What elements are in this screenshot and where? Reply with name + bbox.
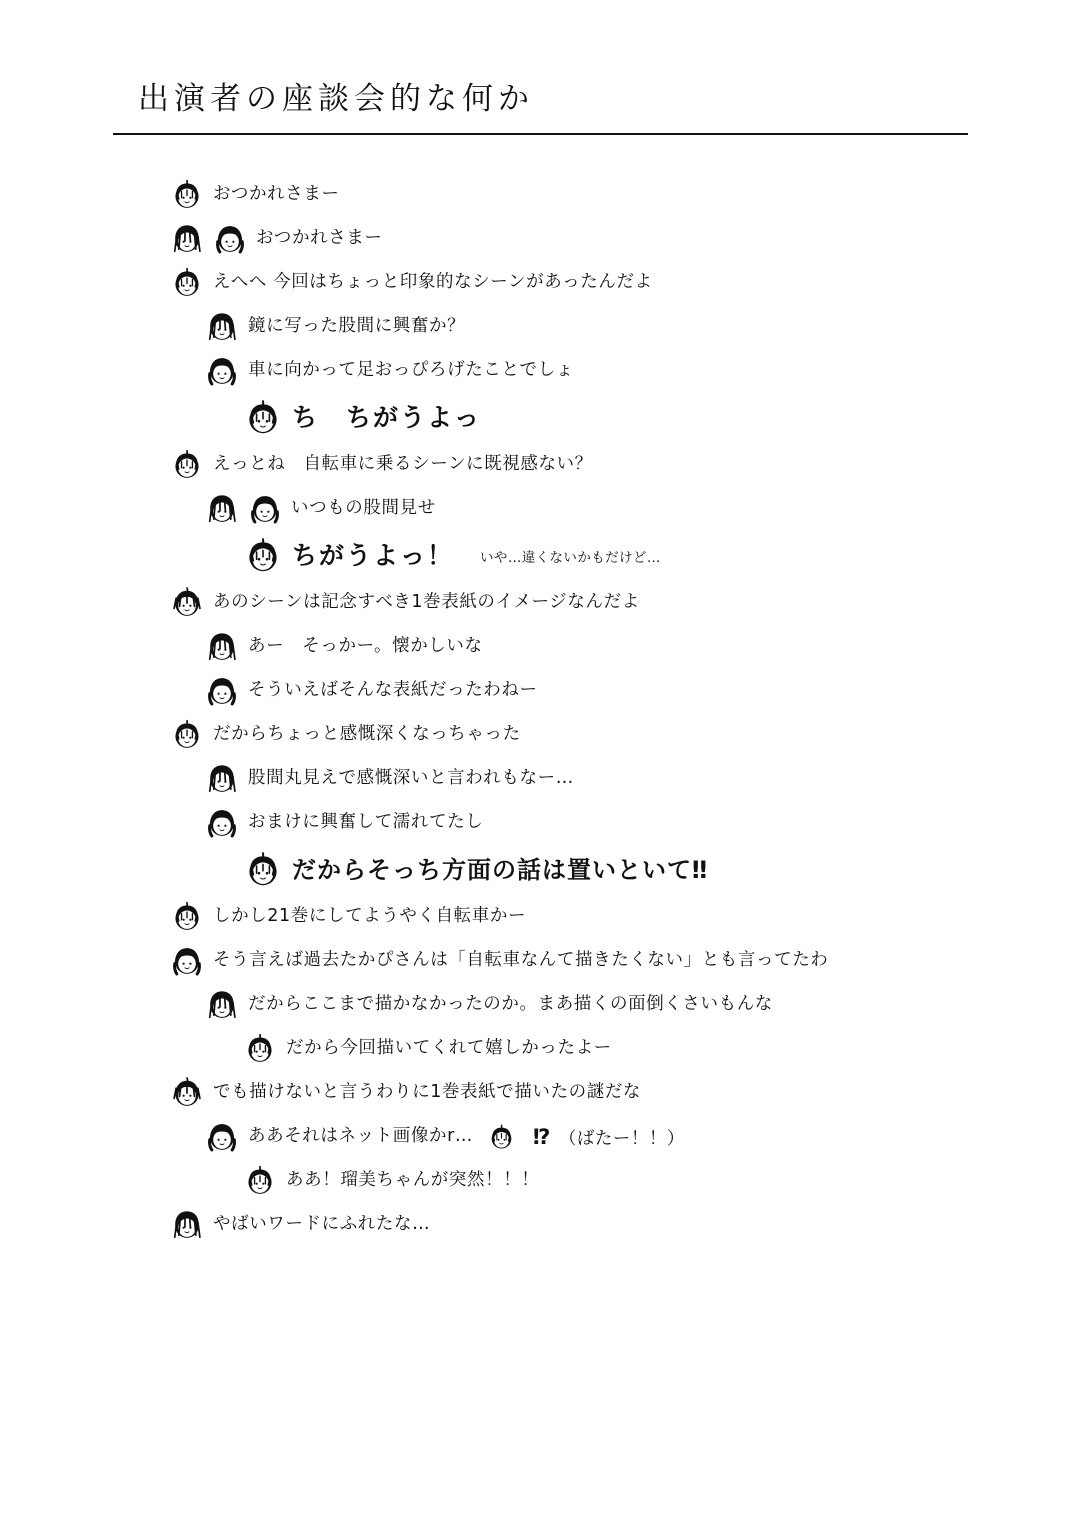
ahoge-girl-avatar xyxy=(243,398,283,438)
chat-line-text: ああ！瑠美ちゃんが突然！！！ xyxy=(286,1170,540,1191)
chat-line-text: えっとね 自転車に乗るシーンに既視感ない？ xyxy=(213,454,593,475)
ahoge-girl-avatar xyxy=(243,1164,277,1198)
chat-line xyxy=(243,1032,1080,1066)
long-hair-girl-avatar xyxy=(205,762,239,796)
bob-girl-avatar xyxy=(170,944,204,978)
chat-line xyxy=(205,674,1080,708)
chat-line xyxy=(205,1120,1080,1154)
chat-line-text: 鏡に写った股間に興奮か？ xyxy=(248,316,466,337)
chat-line xyxy=(170,266,1080,300)
ahoge-girl-avatar xyxy=(170,900,204,934)
chat-line-text: ち ちがうよっ xyxy=(292,403,482,433)
long-hair-girl-avatar xyxy=(205,492,239,526)
ahoge-girl-avatar xyxy=(170,448,204,482)
chat-line xyxy=(170,448,1080,482)
long-hair-girl-avatar xyxy=(205,988,239,1022)
chat-line-emphasis: ⁉ xyxy=(533,1125,551,1149)
ahoge-girl-avatar xyxy=(243,850,283,890)
ahoge-girl-avatar xyxy=(170,718,204,752)
page-title: 出演者の座談会的な何か xyxy=(138,81,534,117)
chat-line xyxy=(205,762,1080,796)
chat-line-text: そう言えば過去たかぴさんは「自転車なんて描きたくない」とも言ってたわ xyxy=(213,950,829,971)
ahoge-girl-avatar xyxy=(170,178,204,212)
chat-line-aside: （ばたー！！） xyxy=(558,1128,685,1149)
spiky-hair-girl-avatar xyxy=(170,1076,204,1110)
chat-line-text: ああそれはネット画像かr… xyxy=(248,1126,473,1147)
spiky-hair-girl-avatar xyxy=(170,586,204,620)
chat-line-text: だからそっち方面の話は置いといて‼ xyxy=(292,855,709,884)
chat-line-text: おつかれさまー xyxy=(213,184,340,205)
chat-line-text: えへへ 今回はちょっと印象的なシーンがあったんだよ xyxy=(213,272,653,293)
chat-line xyxy=(243,536,1080,576)
chat-line xyxy=(170,1208,1080,1242)
chat-line-text: だから今回描いてくれて嬉しかったよー xyxy=(286,1038,612,1059)
chat-line xyxy=(205,806,1080,840)
chat-line xyxy=(205,492,1080,526)
chat-line xyxy=(205,310,1080,344)
ahoge-girl-avatar xyxy=(487,1123,516,1152)
chat-line xyxy=(170,900,1080,934)
chat-line-text: でも描けないと言うわりに1巻表紙で描いたの謎だな xyxy=(213,1082,642,1103)
chat-line xyxy=(205,988,1080,1022)
chat-line xyxy=(243,850,1080,890)
chat-line-text: あのシーンは記念すべき1巻表紙のイメージなんだよ xyxy=(213,592,640,613)
bob-girl-avatar xyxy=(205,674,239,708)
bob-girl-avatar xyxy=(248,492,282,526)
chat-line-text: 車に向かって足おっぴろげたことでしょ xyxy=(248,360,574,381)
ahoge-girl-avatar xyxy=(170,266,204,300)
chat-line-text: おまけに興奮して濡れてたし xyxy=(248,812,484,833)
chat-line xyxy=(170,586,1080,620)
chat-line xyxy=(243,398,1080,438)
chat-line-text: だからちょっと感慨深くなっちゃった xyxy=(213,724,521,745)
chat-line-subtext: いや…違くないかもだけど… xyxy=(480,550,661,566)
long-hair-girl-avatar xyxy=(170,222,204,256)
bob-girl-avatar xyxy=(205,354,239,388)
bob-girl-avatar xyxy=(205,1120,239,1154)
chat-line xyxy=(205,354,1080,388)
chat-line xyxy=(170,944,1080,978)
chat-line-text: そういえばそんな表紙だったわねー xyxy=(248,680,538,701)
chat-line xyxy=(243,1164,1080,1198)
title-divider xyxy=(113,133,968,135)
title-block xyxy=(113,80,968,135)
chat-line-text: ちがうよっ！ xyxy=(292,541,455,571)
chat-line xyxy=(170,178,1080,212)
long-hair-girl-avatar xyxy=(205,310,239,344)
bob-girl-avatar xyxy=(205,806,239,840)
chat-line-text: やばいワードにふれたな… xyxy=(213,1214,431,1235)
chat-line-text: あー そっかー。懐かしいな xyxy=(248,636,483,657)
chat-line xyxy=(170,222,1080,256)
ahoge-girl-avatar xyxy=(243,1032,277,1066)
chat-line xyxy=(170,718,1080,752)
chat-line-text: おつかれさまー xyxy=(256,228,383,249)
chat-line xyxy=(205,630,1080,664)
chat-line-text: だからここまで描かなかったのか。まあ描くの面倒くさいもんな xyxy=(248,994,773,1015)
chat-line-text: いつもの股間見せ xyxy=(291,498,436,519)
long-hair-girl-avatar xyxy=(205,630,239,664)
long-hair-girl-avatar xyxy=(170,1208,204,1242)
chat-line xyxy=(170,1076,1080,1110)
conversation-list xyxy=(0,178,1080,1252)
chat-line-text: 股間丸見えで感慨深いと言われもなー… xyxy=(248,768,574,789)
ahoge-girl-avatar xyxy=(243,536,283,576)
chat-line-text: しかし21巻にしてようやく自転車かー xyxy=(213,906,527,927)
bob-girl-avatar xyxy=(213,222,247,256)
